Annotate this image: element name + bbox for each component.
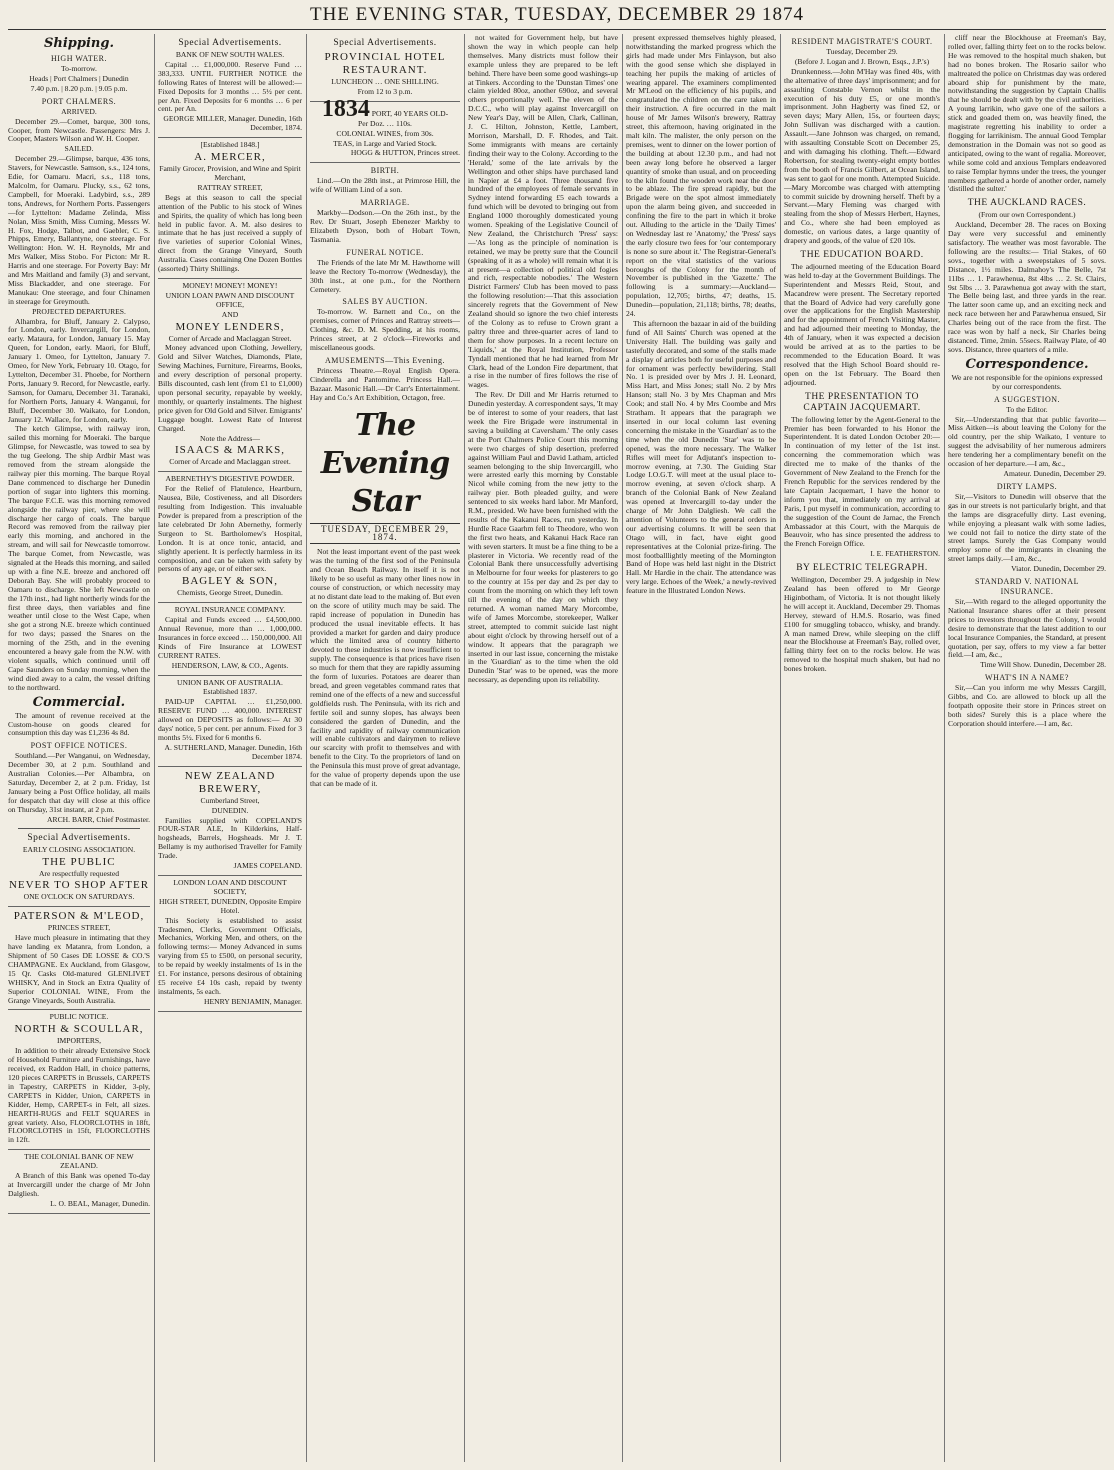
- union-bank-established: Established 1837.: [203, 687, 257, 697]
- column-rule: [780, 34, 781, 1462]
- column-5: [626, 34, 776, 1462]
- telegraph-continued: cliff near the Blockhouse at Freeman's Bay, rolled over, falling thirty feet on to the rocks below. He was removed to the hospital much shaken, but had no bones broken. The Rosario sailor who maltreated the police on Christmas day was ordered aboard ship for punishment by the mate, notwithstanding the suggestion by Captain Challis that he should be dealt with by the civil authorities. A young larrikin, who gave one of the sailors a stick and goaded them on, was heavily fined, the magistrate regretting his inability to order a flogging for larrikinism. The annual Good Templar demonstration in the Domain was not so good as anticipated, owing to the want of regalia. Moreover, while some cold and anxious Templars endeavored to raise Templar hymns under the trees, the younger members gathered a horde of another order, namely 'distilled the sulter.': [948, 34, 1106, 194]
- saturdays-line: ONE O'CLOCK ON SATURDAYS.: [23, 892, 135, 902]
- races-byline: (From our own Correspondent.): [978, 210, 1076, 220]
- colonial-bank-title: THE COLONIAL BANK OF NEW ZEALAND.: [24, 1152, 134, 1171]
- special-ads-heading: Special Advertisements.: [27, 832, 131, 843]
- court-text: Drunkenness.—John M'Hay was fined 40s, with the alternative of three days' imprisonment; and for assaulting Constable Vernon whilst in the execution of his duty £5, or one month's imprisonment. John Hagberty was fined £2, or seven days; Mary Allen, 15s, or fourteen days; John Sullivan was discharged with a caution. Assault.—Jane Johnson was charged, on remand, with assaulting Constable Scott on December 25, and with damaging his clothing. Theft.—Edward Robertson, for stealing twenty-eight empty bottles from the booth of Francis Gilbert, at Ocean Island, was sent to gaol for one month. Attempted Suicide.—Mary Morcombe was charged with attempting to commit suicide by drowning herself. Theft by a Servant.—Mary Fleming was charged with stealing from the shop of Messrs Herbert, Haynes, and Co., where she had been employed as domestic, on various dates, a large quantity of drapery and goods, of the value of £20 10s.: [784, 66, 940, 246]
- rattray-street: RATTRAY STREET,: [197, 182, 263, 192]
- education-board-heading: THE EDUCATION BOARD.: [800, 249, 924, 260]
- mercer-text: Begs at this season to call the special attention of the Public to his stock of Wines and Spirits, the quality of which has long been held in public favor. A. M. also desires to intimate that he has just received a supply of five varieties of superior Colonial Wines, direct from the Grange Vineyard, South Australia. Cases containing One Dozen Bottles (assorted) Thirty Shillings.: [158, 192, 302, 274]
- education-board-text: The adjourned meeting of the Education Board was held to-day at the Government Buildings. The Superintendent and Messrs Reid, Stout, and Macandrew were present. The Secretary reported that the Board of Advice had very carefully gone over the applications for the English Mastership and for the appointment of French Visiting Master, and had adjourned their meeting to Monday, the 4th of January, when it was expected a decision would be arrived at as to the parties to be recommended to the Education Board. It was resolved that the High School Board should re-open on the 1st February. The Board then adjourned.: [784, 261, 940, 387]
- paterson-text: Have much pleasure in intimating that they have landing ex Matanra, from London, a Shipment of 50 Cases DE LOSSE & CO.'S CHAMPAGNE. Ex Auckland, from Glasgow, 15 Qr. Casks Old-matured GLENLIVET WHISKY, And in Stock an Extra Quality of Superior COLONIAL WINE, From the Grange Vineyards, South Australia.: [8, 933, 150, 1005]
- news-paragraphs-2: The Rev. Dr Dill and Mr Harris returned to Dunedin yesterday. A correspondent says, 'It may be of interest to some of your readers, that last week the Fire Brigade were instrumental in saving a building at Caversham.' The only cases at the Port Chalmers Police Court this morning were two charges of ship desertion, preferred against William Paul and David Latham, articled seamen belonging to the ship Invercargill, who were arrested early this morning by Constable Nicol while coming from the new jetty to the railway pier. Both pleaded guilty, and were sentenced to six weeks hard labor. Mr Manford, R.M., presided. We have been furnished with the results of the Kakanui Races, run yesterday. In Hurdle Race Gaarhm fell to Theodore, who won the first two heats, and Kakanui Hack Race ran with seven starters. It must be a fine thing to be a plasterer in Victoria. We recently read of the Colonial Bank there unsuccessfully advertising in Melbourne for four weeks for plasterers to go to the country at 15s per day and 2s per day to count from the morning on which they left town till the evening of the day on which they returned. A woman named Mary Morcombe, wife of James Morcombe, storekeeper, Walker street, attempted to commit suicide last night about eight o'clock by throwing herself out of a window. It appears that the paragraph we inserted in our last issue, concerning the mistake in the 'Guardian' as to the time when the old Dunedin 'Star' was to be opened, was the more necessary, as depending upon its reliability.: [468, 390, 618, 685]
- shipping-news: The ketch Glimpse, with railway iron, sailed this morning for Moeraki. The barque Glimpse, for Newcastle, was towed to sea by the tug Geelong. The ship Ardbir Mast was removed from the stream alongside the railway pier this morning. The barque Royal Dane commenced to discharge her Dunedin portion of sugar into lighters this morning. The barque F.C.E. was this morning removed alongside the railway pier, where she will discharge her cargo of coals. The barque Record was removed from the railway pier early this morning, and anchored in the stream, and will sail for Newcastle tomorrow. The barque Comet, from Newcastle, was signaled at the Heads this morning, and sailed up with a fine N.E. breeze and anchored off Deborah Bay. She will probably proceed to Oamaru to discharge. She left Newcastle on the 17th inst., had light northerly winds for the first three days, then variables and fine weather until close to the West Cape, when she got a strong N.E. breeze which continued for two days; passed the Snares on the morning of the 25th, and in the evening encountered a heavy gale from the N.W. with violent squalls, which continued until off Cape Saunders on Sunday morning, when the wind died away to a calm, the vessel drifting to the northward.: [8, 424, 150, 692]
- luncheon-hours: From 12 to 3 p.m.: [357, 86, 413, 96]
- correspondence-disclaimer: We are not responsible for the opinions expressed by our correspondents.: [951, 372, 1103, 391]
- port-wine-text: PORT, 40 YEARS OLD-: [371, 108, 449, 118]
- sales-text: To-morrow. W. Barnett and Co., on the premises, corner of Princes and Rattray streets—Clothing, &c. D. M. Spedding, at his rooms, Princes street, at 2 o'clock—Fireworks and miscellaneous goods.: [310, 307, 460, 353]
- correspondence-heading: Correspondence.: [965, 356, 1089, 372]
- column-rule: [622, 34, 623, 1462]
- bank-nsw-title: BANK OF NEW SOUTH WALES.: [175, 50, 285, 59]
- north-scoullar-text: In addition to their already Extensive Stock of Household Furniture and Furnishings, have received, ex Raddon Hall, in choice patterns, 120 pieces CARPETS in Brussels, CARPETS in Tapestry, CARPETS in Kidder, 3-ply, CARPETS in Kidder, Union, CARPETS in Kidder, Hemp, CARPET-s in Felt, all sizes. HEARTH-RUGS and FELT SQUARES in great variety. Also, FLOORCLOTHS in 18ft, FLOORCLOTHS in 15ft, FLOORCLOTHS in 12ft.: [8, 1046, 150, 1145]
- paterson-street: PRINCES STREET,: [47, 923, 111, 933]
- bank-nsw-signature: GEORGE MILLER, Manager. Dunedin, 16th December, 1874.: [163, 114, 302, 133]
- isaacs-address: Corner of Arcade and Maclaggan street.: [169, 457, 291, 467]
- port-chalmers-heading: PORT CHALMERS.: [41, 96, 117, 106]
- paterson-ad: [8, 910, 150, 1010]
- special-ads-heading: Special Advertisements.: [178, 38, 282, 48]
- bank-nsw-ad: [158, 51, 302, 138]
- column-4: [468, 34, 618, 1462]
- abernethy-text: For the Relief of Flatulence, Heartburn, Nausea, Bile, Costiveness, and all Disorders resulting from Indigestion. This invaluable Powder is prepared from a prescription of the late celebrated Dr John Abernethy, formerly Surgeon to St. Bartholomew's Hospital, London. It is at once tonic, antacid, and slightly aperient. It is perfectly harmless in its composition, and can be taken with safety by persons of any age, or of either sex.: [158, 484, 302, 574]
- banner-date: TUESDAY, DECEMBER 29, 1874.: [310, 523, 460, 545]
- standard-insurance-text: Sir,—With regard to the alleged opportunity the National Insurance shares offer at their present prices to investors throughout the Colony, I would desire to demonstrate that the latest addition to our local Insurance Companies, the Standard, at present quotation, per say, offers to my view a far better field.—I am, &c.,: [948, 597, 1106, 660]
- early-closing-ad: [8, 846, 150, 908]
- whats-in-a-name-heading: WHAT'S IN A NAME?: [985, 673, 1069, 683]
- note-address: Note the Address—: [200, 433, 260, 443]
- provincial-hotel-title: PROVINCIAL HOTEL RESTAURANT.: [324, 51, 446, 76]
- hogg-hutton-ad: [310, 95, 460, 164]
- standard-insurance-heading: STANDARD V. NATIONAL INSURANCE.: [975, 577, 1079, 597]
- post-office-heading: POST OFFICE NOTICES.: [30, 741, 128, 751]
- presentation-heading: THE PRESENTATION TO CAPTAIN JACQUEMART.: [803, 391, 921, 413]
- commercial-heading: Commercial.: [32, 694, 126, 710]
- sailed-text: December 29.—Glimpse, barque, 436 tons, Stavers, for Newcastle. Samson, s.s., 124 tons, Edie, for Oamaru. Macri, s.s., 118 tons, Malcolm, for Oamaru. Plucky, s.s., 62 tons, Campbell, for Moeraki. Ladybird, s.s., 289 tons, Andrews, for Northern Ports. Passengers—for Lyttelton: Madame Zelinda, Miss Nolan, Miss Smith, Miss Cuming, Messrs W. H. Fox, Hodge, Talbot, and Gaebler, C. S. Phipps, Emery, Ballantyne, one steerage. For Wellington: Hon. W. H. Reynolds, Mr and Mrs Walker, Miss Stobo. For Picton: Mr R. Harris and one steerage. For Poverty Bay: Mr and Mrs Maitland and family (3) and servant, Miss Blackadder, and one steerage. For Manukau: One steerage, and four Chinamen in steerage for Greymouth.: [8, 154, 150, 306]
- bagley-subtitle: Chemists, George Street, Dunedin.: [177, 588, 283, 598]
- money-headline: MONEY! MONEY! MONEY!: [182, 280, 278, 290]
- resident-magistrate-heading: RESIDENT MAGISTRATE'S COURT.: [791, 37, 933, 46]
- mercer-subtitle: Family Grocer, Provision, and Wine and Spirit Merchant,: [159, 164, 301, 182]
- post-office-signature: ARCH. BARR, Chief Postmaster.: [47, 814, 150, 824]
- whats-in-a-name-text: Sir,—Can you inform me why Messrs Cargill, Gibbs, and Co. are allowed to block up all the footpath opposite their store in Princes street on both sides? Surely this is a place where the Corporation should interfere.—I am, &c.: [948, 683, 1106, 728]
- presentation-signature: I. E. FEATHERSTON.: [870, 549, 940, 559]
- london-loan-address: HIGH STREET, DUNEDIN, Opposite Empire Hotel.: [158, 896, 301, 915]
- brewery-title: NEW ZEALAND BREWERY,: [184, 769, 276, 795]
- standard-insurance-signature: Time Will Show. Dunedin, December 28.: [980, 660, 1106, 670]
- union-bank-signature: A. SUTHERLAND, Manager. Dunedin, 16th December 1874.: [164, 742, 302, 761]
- court-date: Tuesday, December 29.: [826, 47, 898, 56]
- london-loan-title: LONDON LOAN AND DISCOUNT SOCIETY,: [173, 877, 287, 896]
- masthead-rule: [8, 29, 1106, 30]
- hogg-hutton-signature: HOGG & HUTTON, Princes street.: [350, 148, 460, 158]
- arrived-label: ARRIVED.: [61, 106, 97, 116]
- port-price: Per Doz. … 110s.: [358, 118, 412, 128]
- london-loan-text: This Society is established to assist Tradesmen, Clerks, Government Officials, Mechanics, Working Men, and others, on the following terms:— Money Advanced in sums varying from £5 to £500, on personal security, to be repaid by weekly instalments of 1s in the £1. For instance, persons desirous of obtaining £5 receive £4 10s cash, repaid by twenty instalments, 5s each.: [158, 915, 302, 996]
- established-line: [Established 1848.]: [200, 140, 260, 150]
- money-text: Money advanced upon Clothing, Jewellery, Gold and Silver Watches, Diamonds, Plate, Sewing Machines, Furniture, Firearms, Books, and every description of personal property. Bills discounted, cash lent (from £1 to £1,000) upon personal security, repayable by weekly, monthly, or quarterly instalments. The highest price given for Old Gold and Silver. Emigrants' Luggage bought. Lowest Rate of Interest Charged.: [158, 343, 302, 433]
- suggestion-signature: Amateur. Dunedin, December 29.: [1003, 468, 1106, 478]
- isaacs-marks-title: ISAACS & MARKS,: [174, 444, 286, 457]
- funeral-heading: FUNERAL NOTICE.: [346, 247, 424, 257]
- birth-text: Lind.—On the 28th inst., at Primrose Hill, the wife of William Lind of a son.: [310, 176, 460, 195]
- column-6: [784, 34, 940, 1462]
- column-rule: [154, 34, 155, 1462]
- news-paragraphs-4: This afternoon the bazaar in aid of the building fund of All Saints' Church was opened at the University Hall. The building was gaily and tastefully decorated, and some of the stalls made a display of articles both for useful purposes and for ornament was perfectly bewildering. Stall No. 1 is presided over by Mrs J. H. Leonard, Miss Hart, and Miss Jones; stall No. 2 by Mrs Hanson; stall No. 3 by Mrs Chapman and Mrs Cook; and stall No. 4 by Mrs Coombe and Mrs Stratham. It appears that the paragraph we inserted in our local column last evening concerning the mistake in the 'Guardian' as to the time when the old Dunedin 'Star' was to be opened, was the more necessary. The Walker Rifles will meet for Adjutant's inspection to-morrow evening, at 7.30. The Guiding Star Lodge I.O.G.T. will meet at the usual place to-morrow evening, at seven o'clock sharp. A branch of the Colonial Bank of New Zealand was opened at Invercargill to-day under the charge of Mr John Dalgliesh. We call the attention of Volunteers to the general orders in our advertising columns. It will be seen that Otago will, in fact, have eight good representatives at the Colonial prize-firing. The most footballlightly meeting of the Mornington Band of Hope was held last night in the District Hall. Mr Hardie in the chair. The attendance was very large. Echoes of the Week,' a newly-revived feature in the Illustrated London News.: [626, 319, 776, 596]
- arrived-text: December 29.—Comet, barque, 300 tons, Cooper, from Newcastle. Passengers: Mrs J. Cooper, Masters Wilson and W. H. Cooper.: [8, 116, 150, 144]
- to-editor-label: To the Editor.: [1006, 404, 1048, 414]
- brewery-ad: [158, 770, 302, 876]
- brewery-street: Cumberland Street,: [200, 795, 260, 805]
- funeral-text: The Friends of the late Mr M. Hawthorne will leave the Rectory To-morrow (Wednesday), the 30th inst., at one p.m., for the Northern Cemetery.: [310, 257, 460, 294]
- union-bank-ad: [158, 679, 302, 767]
- auckland-races-heading: THE AUCKLAND RACES.: [967, 198, 1087, 209]
- column-rule: [944, 34, 945, 1462]
- public-notice-title: PUBLIC NOTICE.: [49, 1012, 109, 1022]
- telegraph-text: Wellington, December 29. A judgeship in New Zealand has been offered to Mr George Higinbotham, of Victoria. It is not thought likely he will accept it. Auckland, December 29. Thomas Hervey, steward of H.M.S. Rosario, was fined £100 for smuggling tobacco, whisky, and brandy. A man named Drew, while sleeping on the cliff near the Blockhouse at Freeman's Bay, rolled over, falling thirty feet on to the rocks below. He was removed to the hospital much shaken, but had no bones broken.: [784, 575, 940, 674]
- mercer-title: A. MERCER,: [194, 151, 266, 164]
- column-7: [948, 34, 1106, 1462]
- brewery-signature: JAMES COPELAND.: [233, 861, 302, 871]
- brewery-city: DUNEDIN.: [211, 805, 249, 815]
- projected-label: PROJECTED DEPARTURES.: [32, 306, 126, 316]
- dirty-lamps-heading: DIRTY LAMPS.: [996, 481, 1058, 491]
- union-loan-corner: Corner of Arcade and Maclaggan Street.: [168, 333, 292, 343]
- royal-insurance-text: Capital and Funds exceed … £4,500,000. Annual Revenue, more than … 1,000,000. Insurances in force exceed … 150,000,000. All Kinds of Fire Insurance at LOWEST CURRENT RATES.: [158, 615, 302, 660]
- commercial-text: The amount of revenue received at the Custom-house on goods cleared for consumption this day was £1,236 4s 8d.: [8, 710, 150, 738]
- colonial-wines: COLONIAL WINES, from 30s.: [336, 128, 434, 138]
- luncheon-line: LUNCHEON … ONE SHILLING.: [331, 77, 439, 86]
- london-loan-ad: [158, 879, 302, 1012]
- dirty-lamps-text: Sir,—Visitors to Dunedin will observe that the gas in our streets is not particularly bright, and that the lamps are disgracefully dirty. Last evening, while enjoying a pleasant walk with some ladies, we could not fail to notice the dirty state of the street lamps. Surely the Gas Company would employ some of the immigrants in cleaning the street lamps daily.—I am, &c.,: [948, 491, 1106, 564]
- bagley-title: BAGLEY & SON,: [181, 575, 278, 588]
- leader-article: Not the least important event of the past week was the turning of the first sod of the Peninsula and Ocean Beach Railway. In itself it is not likely to be so useful as many other lines now in course of construction, or which necessity may at no distant date lead to the making of. But even on the score of utility much may be said. The rapid increase of population in Dunedin has produced the usual inevitable effects. It has provided a market for garden and dairy produce which the limited area of country hitherto devoted to these industries is now insufficient to supply. The consequence is that prices have risen so much for them that they are rapidly assuming the form of luxuries. Potatoes are dearer than bread, and green vegetables command rates that remind one of the effects of a new and successful goldfields rush. The Peninsula, with its rich and fertile soil and sunny slopes, has always been considered the garden of Dunedin, and the facility and rapidity of railway communication will enable cultivators and dairymen to relieve our scarcity with profit to themselves and with benefit to the City. To the proprietors of land on the Peninsula this must prove of great advantage, for the value of property depends upon the use that can be made of it.: [310, 547, 460, 788]
- teas-line: TEAS, in Large and Varied Stock.: [333, 138, 437, 148]
- colonial-bank-ad: [8, 1153, 150, 1213]
- requested-line: Are respectfully requested: [38, 868, 120, 878]
- newspaper-banner: The Evening Star: [320, 407, 450, 519]
- the-public-line: THE PUBLIC: [42, 855, 116, 868]
- marriage-text: Markby—Dodson.—On the 26th inst., by the Rev. Dr Stuart, Joseph Ebenezer Markby to Elizabeth Dyson, both of Hobart Town, Tasmania.: [310, 208, 460, 244]
- telegraph-heading: BY ELECTRIC TELEGRAPH.: [796, 563, 928, 574]
- never-shop-line: NEVER TO SHOP AFTER: [8, 879, 150, 892]
- north-scoullar-title: NORTH & SCOULLAR,: [14, 1023, 144, 1036]
- sailed-label: SAILED.: [64, 144, 94, 154]
- high-water-heading: HIGH WATER.: [50, 54, 107, 63]
- royal-insurance-ad: [158, 606, 302, 675]
- column-3: [310, 34, 460, 1462]
- shipping-heading: Shipping.: [44, 36, 114, 51]
- projected-text: Alhambra, for Bluff, January 2. Calypso, for London, early. Invercargill, for London, early. Mataura, for London, January 15. May Queen, for London, early. Maori, for Bluff, January 1. Omeo, for Lyttelton, January 7. Omeo, for New York, February 10. Otago, for Lyttelton, December 31. Phoebe, for Northern Ports, January 9. Record, for Newcastle, early. Samson, for Oamaru, December 31. Taranaki, for Northern Ports, January 4. Wanganui, for Bluff, December 30. Waikato, for London, January 12. Wallace, for London, early.: [8, 316, 150, 424]
- money-lenders-title: MONEY LENDERS,: [175, 320, 285, 333]
- union-loan-ad: [158, 282, 302, 472]
- amusements-heading: AMUSEMENTS—This Evening.: [325, 355, 445, 365]
- column-1: [8, 34, 150, 1462]
- suggestion-heading: A SUGGESTION.: [993, 394, 1061, 404]
- north-scoullar-ad: [8, 1013, 150, 1150]
- union-bank-title: UNION BANK OF AUSTRALIA.: [177, 677, 283, 687]
- amusements-text: Princess Theatre.—Royal English Opera. Cinderella and Pantomime. Princess Hall.—Bazaar. Masonic Hall.—Dr Carr's Entertainment. Hay and Co.'s Art Exhibition, Octagon, free.: [310, 365, 460, 402]
- presentation-text: The following letter by the Agent-General to the Premier has been forwarded to his Honor the Superintendent. It is dated London October 20:— In continuation of my letter of the 1st inst. concerning the commemoration which was directed me to make of the thanks of the Government of New Zealand to the French for the French Republic for the services rendered by the late Captain Jacquemart, I have the honor to inform you that, immediately on my arrival at Paris, I put myself in communication, according to the suggestion of the Count de Jarnac, the French Ambassador at this Court, with the Marquis de Beauvoir, who has since presented the address to the French Foreign Office.: [784, 414, 940, 549]
- tide-header-row: Heads | Port Chalmers | Dunedin: [29, 73, 129, 83]
- royal-insurance-agents: HENDERSON, LAW, & CO., Agents.: [171, 660, 289, 670]
- news-paragraphs-1: not waited for Government help, but have shown the way in which people can help themselves. Many districts must follow their example unless they are prepared to be left behind. There have been some good washings-up at Tinkers. According to the 'Dunstan Times' one claim yielded 80oz, another 690oz, and several others proportionally well. The eleven of the D.C.C., who will play against Invercargill on New Year's Day, will be Allen, Clark, Callinan, J. C. Hilton, Johnston, Kettle, Lambert, Morrison, Marshall, D. F. Rhodes, and Tait. Some immigrants with means are certainly finding their way to the Colony. According to the 'Herald,' some of the late arrivals by the Wellington and other ships have purchased land in Napier at £4 a foot. Three thousand five hundred of the employees of female servants in Sydney intend forwarding £5 each towards a fund which will be devoted to bringing out from England 1000 thoroughly domesticated young women. Speaking of the Legislative Council of New Zealand, the Christchurch 'Press' says:—'As long as the principle of nomination is retained, we may be pretty sure that the Council (speaking of it as a whole) will remain what it is at present—a collection of political old fogies and rich, respectable nobodies.' The Western District Farmers' Club has been moved to pass the following resolution:—That this association sincerely regrets that the Government of New Zealand should so ignore the two chief interests of the Colony as to refuse to Crown grant a paltry three and three-quarter acres of land to them for show purposes. In a recent lecture on 'Liquids,' at the Royal Institution, Professor Tyndall mentioned that he had learned from Mr Clark, head of the London Fire department, that a rise in the number of fires follows the rise of wages.: [468, 34, 618, 390]
- brewery-text: Families supplied with COPELAND'S FOUR-STAR ALE, In Kilderkins, Half-hogsheads, Barrels, Hogsheads. Mr J. T. Bellamy is my authorised Traveller for Family Trade.: [158, 815, 302, 861]
- provincial-hotel-ad: [310, 51, 460, 102]
- abernethy-ad: [158, 475, 302, 603]
- divider: [18, 828, 140, 829]
- tomorrow-label: To-morrow.: [61, 64, 97, 73]
- suggestion-text: Sir,—Understanding that that public favorite—Miss Aitken—is about leaving the Colony for the old country, per the ship Waikato, I venture to suggest the advisability of her numerous admirers here tendering her a complimentary benefit on the occasion of her departure.—I am, &c.,: [948, 414, 1106, 469]
- court-bench: (Before J. Logan and J. Brown, Esqs., J.P.'s): [794, 56, 930, 66]
- sales-heading: SALES BY AUCTION.: [342, 297, 428, 307]
- london-loan-signature: HENRY BENJAMIN, Manager.: [203, 996, 302, 1006]
- union-loan-title: UNION LOAN PAWN AND DISCOUNT OFFICE,: [165, 290, 295, 309]
- races-text: Auckland, December 28. The races on Boxing Day were very successful and eminently satisfactory. The weather was most favorable. The following are the results:— Trial Stakes, of 60 sovs., together with a sweepstakes of 5 sovs. Distance, 1½ miles. Dalmahoy's The Belle, 7st 11lbs … 1. Parawhenua, 8st 4lbs … 2. St. Clairs, 9st 5lbs … 3. Parawhenua got away with the start, The Belle being last, and three yards in the rear. The latter soon came up, and an exciting neck and neck race between her and Parawhenua ensued, Sir Charles being out of the race from the first. The race was won by half a neck, Sir Charles being distanced. Time, 2min. 55secs. Railway Plate, of 40 sovs. Distance, three quarters of a mile.: [948, 220, 1106, 354]
- marriage-heading: MARRIAGE.: [360, 198, 410, 208]
- and-label: AND: [221, 309, 239, 319]
- tide-times-row: 7.40 p.m. | 8.20 p.m. | 9.05 p.m.: [30, 83, 128, 93]
- mercer-ad: [158, 141, 302, 279]
- early-closing-title: EARLY CLOSING ASSOCIATION.: [22, 844, 136, 854]
- column-2: [158, 34, 302, 1462]
- paterson-title: PATERSON & M'LEOD,: [13, 910, 145, 923]
- birth-heading: BIRTH.: [370, 166, 400, 176]
- port-wine-line: [310, 95, 460, 122]
- union-bank-text: PAID-UP CAPITAL … £1,250,000. RESERVE FUND … 400,000. INTEREST allowed on DEPOSITS as follows:— At 30 days' notice, 5 per cent. per annum. Fixed for 3 months 5½. Fixed for 6 months 6.: [158, 697, 302, 742]
- importers-label: IMPORTERS,: [56, 1036, 102, 1046]
- colonial-bank-signature: L. O. BEAL, Manager, Dunedin.: [50, 1198, 150, 1208]
- news-paragraphs-3: present expressed themselves highly pleased, notwithstanding the marked progress which the girls had made under Mrs Finlayson, but also with the good sense which she displayed in teaching her pupils the making of articles of wearing apparel. The examiners complimented Mr M'Leod on the efficiency of his pupils, and congratulated the children on the care taken in their instruction. A fire occurred in the malt house of Mr James Wilson's brewery, Rattray street, this afternoon, having originated in the malt kiln. The malister, the only person on the premises, went to dinner on the lower portion of the building at about 12.30 p.m., and had not been away long before he observed a larger quantity of smoke than usual, and on proceeding to the kiln found the wooden work near the door to be ablaze. The fire spread rapidly, but the Brigade were on the spot almost immediately upon the alarm being given, and succeeded in confining the fire to the part in which it broke out. Alluding to the article in the 'Daily Times' on Wednesday last re 'Anatomy,' the 'Press' says the early closure two fees for 'our contemporary is none so sure about it.' The Registrar-General's report on the vital statistics of the various boroughs of the Colony for the month of November is published in the 'Gazette.' The following is a summary:—Auckland—population, 12,705; births, 47; deaths, 15. Dunedin—population, 21,118; births, 78; deaths, 24.: [626, 34, 776, 319]
- column-rule: [464, 34, 465, 1462]
- column-rule: [306, 34, 307, 1462]
- royal-insurance-title: ROYAL INSURANCE COMPANY.: [174, 605, 286, 615]
- bank-nsw-text: Capital … £1,000,000. Reserve Fund … 383,333. UNTIL FURTHER NOTICE the following Rates of Interest will be allowed:— Fixed Deposits for 3 months … 5½ per cent. per An. Fixed Deposits for 6 months … 6 per cent. per An.: [158, 59, 302, 114]
- dirty-lamps-signature: Viator. Dunedin, December 29.: [1011, 564, 1106, 574]
- vintage-year: 1834: [321, 95, 370, 122]
- post-office-text: Southland.—Per Wanganui, on Wednesday, December 30, at 2 p.m. Southland and Australian Colonies.—Per Albambra, on Saturday, December 2, at 2 p.m. Friday, 1st January being a Post Office holiday, all mails for despatch that day will close at this office on Thursday, 31st instant, at 2 p.m.: [8, 751, 150, 814]
- abernethy-title: ABERNETHY'S DIGESTIVE POWDER.: [165, 474, 295, 484]
- colonial-bank-text: A Branch of this Bank was opened To-day at Invercargill under the charge of Mr John Dalgliesh.: [8, 1171, 150, 1198]
- special-ads-heading: Special Advertisements.: [333, 38, 437, 48]
- masthead-title: THE EVENING STAR, TUESDAY, DECEMBER 29 1874: [310, 4, 804, 25]
